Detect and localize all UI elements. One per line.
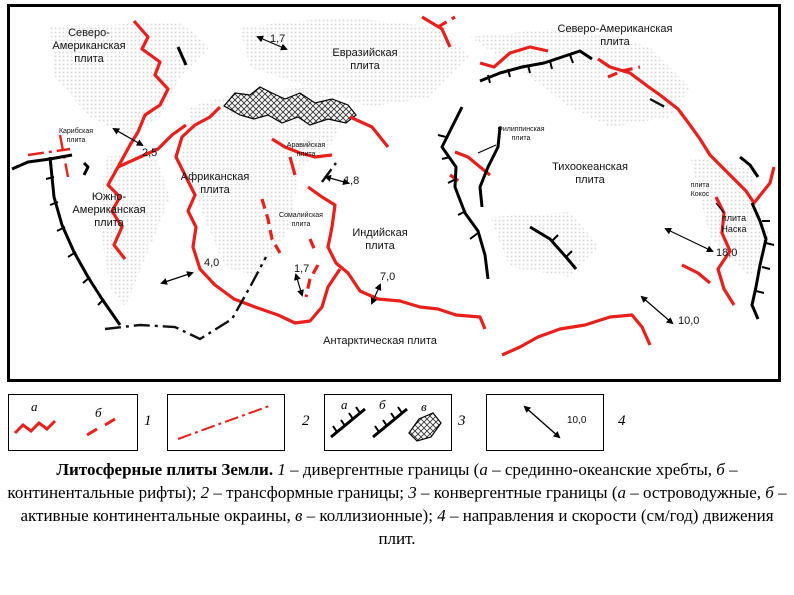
caption-text: – континентальные рифты); [7, 460, 738, 502]
speed-label: 2,5 [142, 147, 158, 159]
arrow-18-0 [666, 229, 712, 251]
plate-label-nazca: плита Наска [721, 213, 747, 234]
pointer-philippine [478, 145, 496, 153]
legend-letter-a: а [31, 399, 38, 414]
caption-text: – активные континентальные окраины, [20, 483, 787, 525]
caption-text: – дивергентные границы ( [285, 460, 480, 479]
arrow-1-7-south [296, 275, 302, 295]
plate-label-antarctic: Антарктическая плита [323, 335, 437, 347]
legend-number-2: 2 [302, 413, 310, 429]
legend-box-transform [167, 394, 285, 451]
plate-label-cocos: плита Кокос [690, 182, 710, 198]
speed-label: 18,0 [716, 247, 738, 259]
legend-number-1: 1 [144, 413, 152, 429]
caption-letter: в [294, 506, 303, 525]
caption-text: – конвергентные границы ( [416, 483, 618, 502]
caption-letter: а [617, 483, 626, 502]
caption-num: 3 [408, 483, 417, 502]
legend-speed-example: 10,0 [567, 415, 587, 426]
speed-label: 10,0 [678, 315, 700, 327]
legend-number-4: 4 [618, 413, 626, 429]
arrow-10-0 [642, 297, 672, 323]
speed-label: 1,7 [294, 263, 310, 275]
plate-label-pacific: Тихоокеанская плита [552, 161, 628, 186]
plate-label-philippine: Филиппинская плита [497, 126, 545, 142]
legend-transform-symbol [168, 395, 284, 450]
caption-text: – срединно-океанские хребты, [487, 460, 717, 479]
caption-text: – коллизионные); [302, 506, 438, 525]
legend-box-convergent [324, 394, 452, 451]
plate-label-african: Африканская плита [180, 171, 250, 196]
caption-text: – направления и скорости (см/год) движения плит. [378, 506, 774, 548]
plate-label-indian: Индийская плита [352, 227, 408, 252]
caption-num: 2 [200, 483, 210, 502]
legend-letter-v: в [421, 399, 427, 414]
caption-text: – трансформные границы; [209, 483, 409, 502]
legend-letter-b: б [379, 397, 386, 412]
legend-box-divergent [8, 394, 138, 451]
speed-label: 1,7 [270, 33, 286, 45]
caption-text: – островодужные, [626, 483, 766, 502]
caption-letter: а [479, 460, 488, 479]
caption-num: 1 [277, 460, 286, 479]
caption-title: Литосферные плиты Земли. [56, 460, 274, 479]
plate-label-somali: Сомалийская плита [279, 212, 323, 228]
arrow-4-0 [162, 273, 192, 283]
plate-label-north-american-east: Северо-Американская плита [557, 23, 673, 48]
plate-label-arabian: Аравийская плита [286, 142, 326, 158]
caption-num: 4 [437, 506, 446, 525]
plate-label-north-american-west: Северо- Американская плита [52, 27, 126, 65]
legend-number-3: 3 [458, 413, 466, 429]
speed-label: 7,0 [380, 271, 396, 283]
legend-divergent-symbols [9, 395, 137, 450]
plate-label-caribbean: Карибская плита [58, 128, 94, 144]
speed-label: 1,8 [344, 175, 360, 187]
legend-letter-a: а [341, 397, 348, 412]
legend-box-motion [486, 394, 604, 451]
plate-label-eurasian: Евразийская плита [332, 47, 398, 72]
legend-letter-b: б [95, 405, 102, 420]
plate-label-south-american: Южно- Американская плита [72, 191, 146, 229]
figure-caption [6, 458, 788, 550]
plate-map [7, 4, 781, 382]
caption-letter: б [716, 460, 725, 479]
speed-label: 4,0 [204, 257, 220, 269]
caption-letter: б [765, 483, 774, 502]
